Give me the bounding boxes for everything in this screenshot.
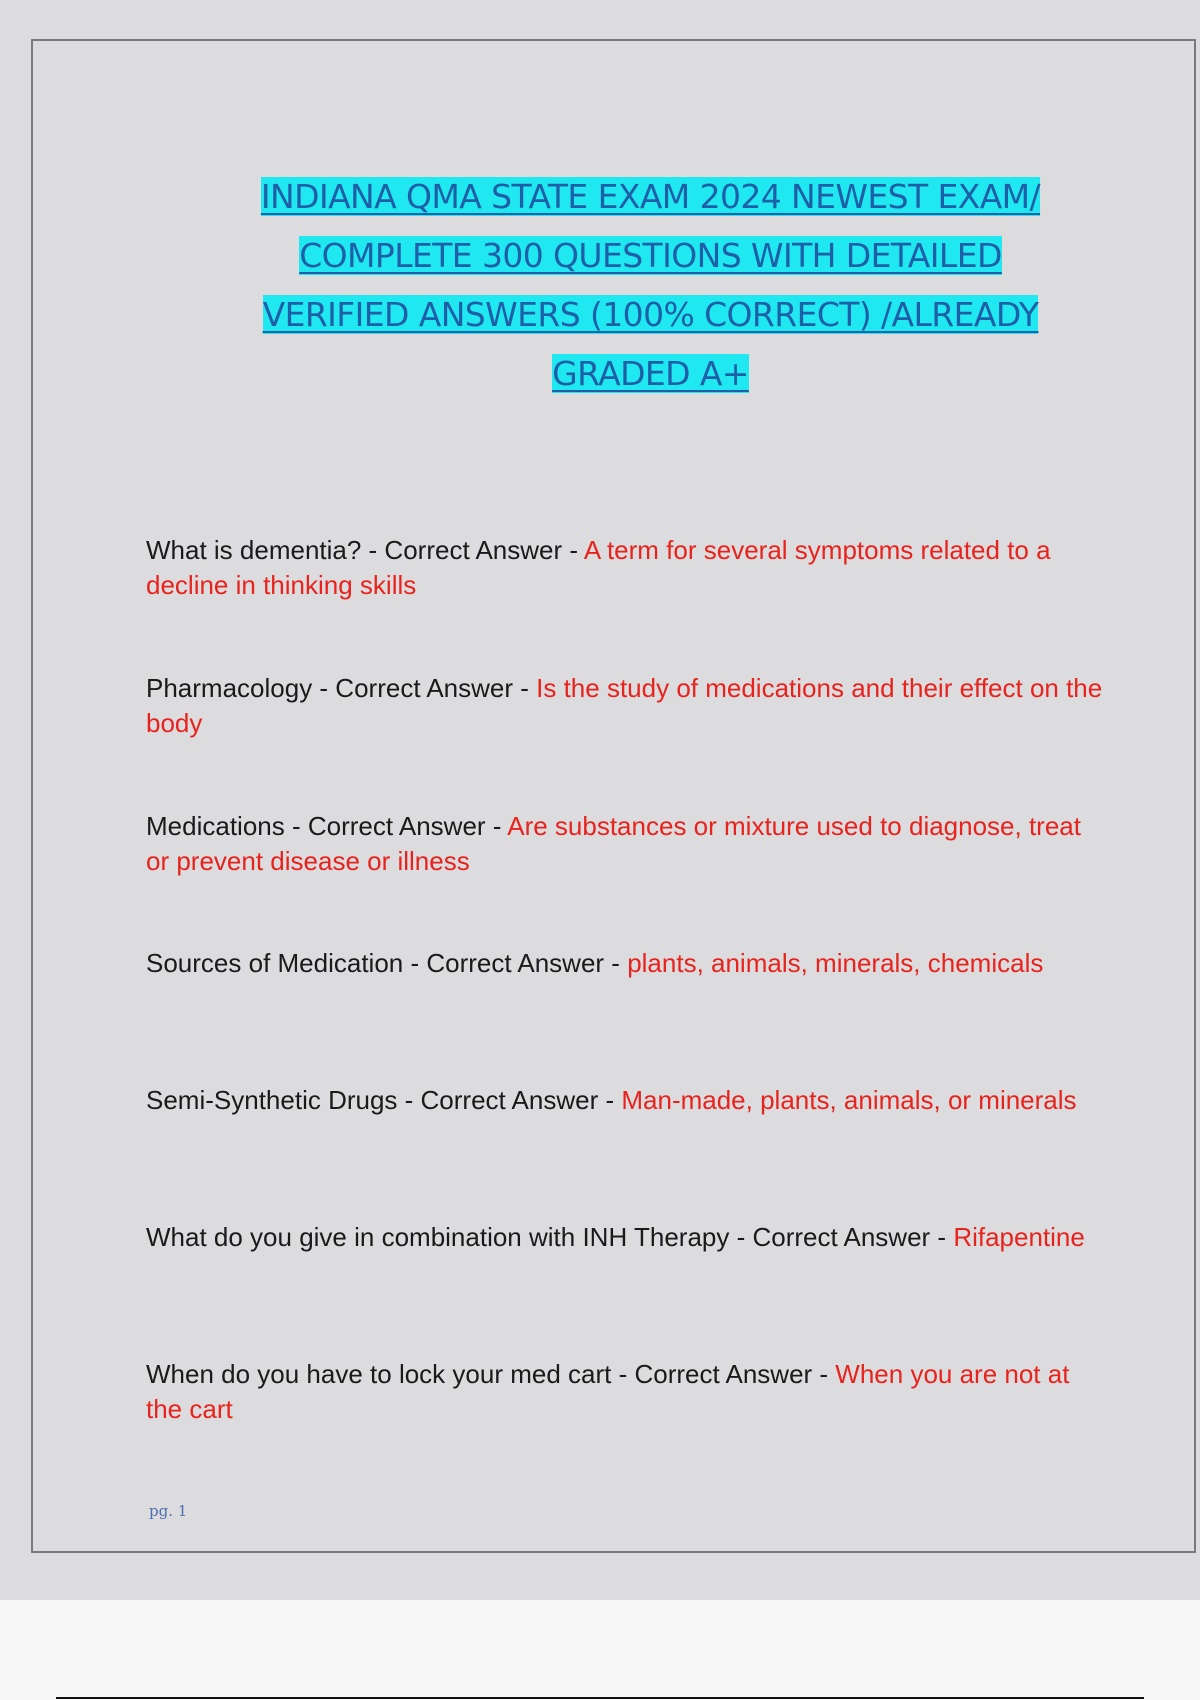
answer-separator: - Correct Answer -: [729, 1222, 954, 1252]
qa-item: [146, 809, 1106, 879]
answer-separator: - Correct Answer -: [361, 535, 584, 565]
question-text: What do you give in combination with INH Therapy: [146, 1222, 730, 1252]
document-title: [153, 167, 1148, 403]
question-text: When do you have to lock your med cart: [146, 1359, 612, 1389]
answer-text: Man-made, plants, animals, or minerals: [621, 1085, 1077, 1115]
question-text: Medications: [146, 811, 285, 841]
page-number: pg. 1: [149, 1502, 188, 1520]
answer-text: Are substances or mixture used to diagnose, treat or prevent disease or illness: [146, 811, 1081, 876]
qa-item: [146, 1220, 1106, 1255]
title-line: GRADED A+: [552, 354, 749, 393]
qa-item: [146, 671, 1106, 741]
answer-separator: - Correct Answer -: [284, 811, 508, 841]
question-text: Pharmacology: [146, 673, 313, 703]
qa-item: [146, 1357, 1106, 1427]
answer-separator: - Correct Answer -: [611, 1359, 836, 1389]
document-page: [31, 39, 1196, 1553]
answer-text: When you are not at the cart: [146, 1359, 1070, 1424]
answer-separator: - Correct Answer -: [397, 1085, 622, 1115]
title-line: COMPLETE 300 QUESTIONS WITH DETAILED: [299, 236, 1002, 275]
question-text: What is dementia?: [146, 535, 362, 565]
title-line: INDIANA QMA STATE EXAM 2024 NEWEST EXAM/: [260, 177, 1041, 216]
answer-text: Rifapentine: [953, 1222, 1085, 1252]
answer-separator: - Correct Answer -: [312, 673, 537, 703]
question-text: Sources of Medication: [146, 948, 404, 978]
answer-text: Is the study of medications and their effect on the body: [146, 673, 1103, 738]
answer-text: A term for several symptoms related to a decline in thinking skills: [146, 535, 1051, 600]
answer-separator: - Correct Answer -: [403, 948, 628, 978]
qa-item: [146, 1083, 1106, 1118]
answer-text: plants, animals, minerals, chemicals: [627, 948, 1044, 978]
qa-item: [146, 946, 1106, 981]
title-line: VERIFIED ANSWERS (100% CORRECT) /ALREADY: [262, 295, 1039, 334]
question-text: Semi-Synthetic Drugs: [146, 1085, 398, 1115]
qa-item: [146, 533, 1106, 603]
bottom-divider: [56, 1697, 1144, 1699]
